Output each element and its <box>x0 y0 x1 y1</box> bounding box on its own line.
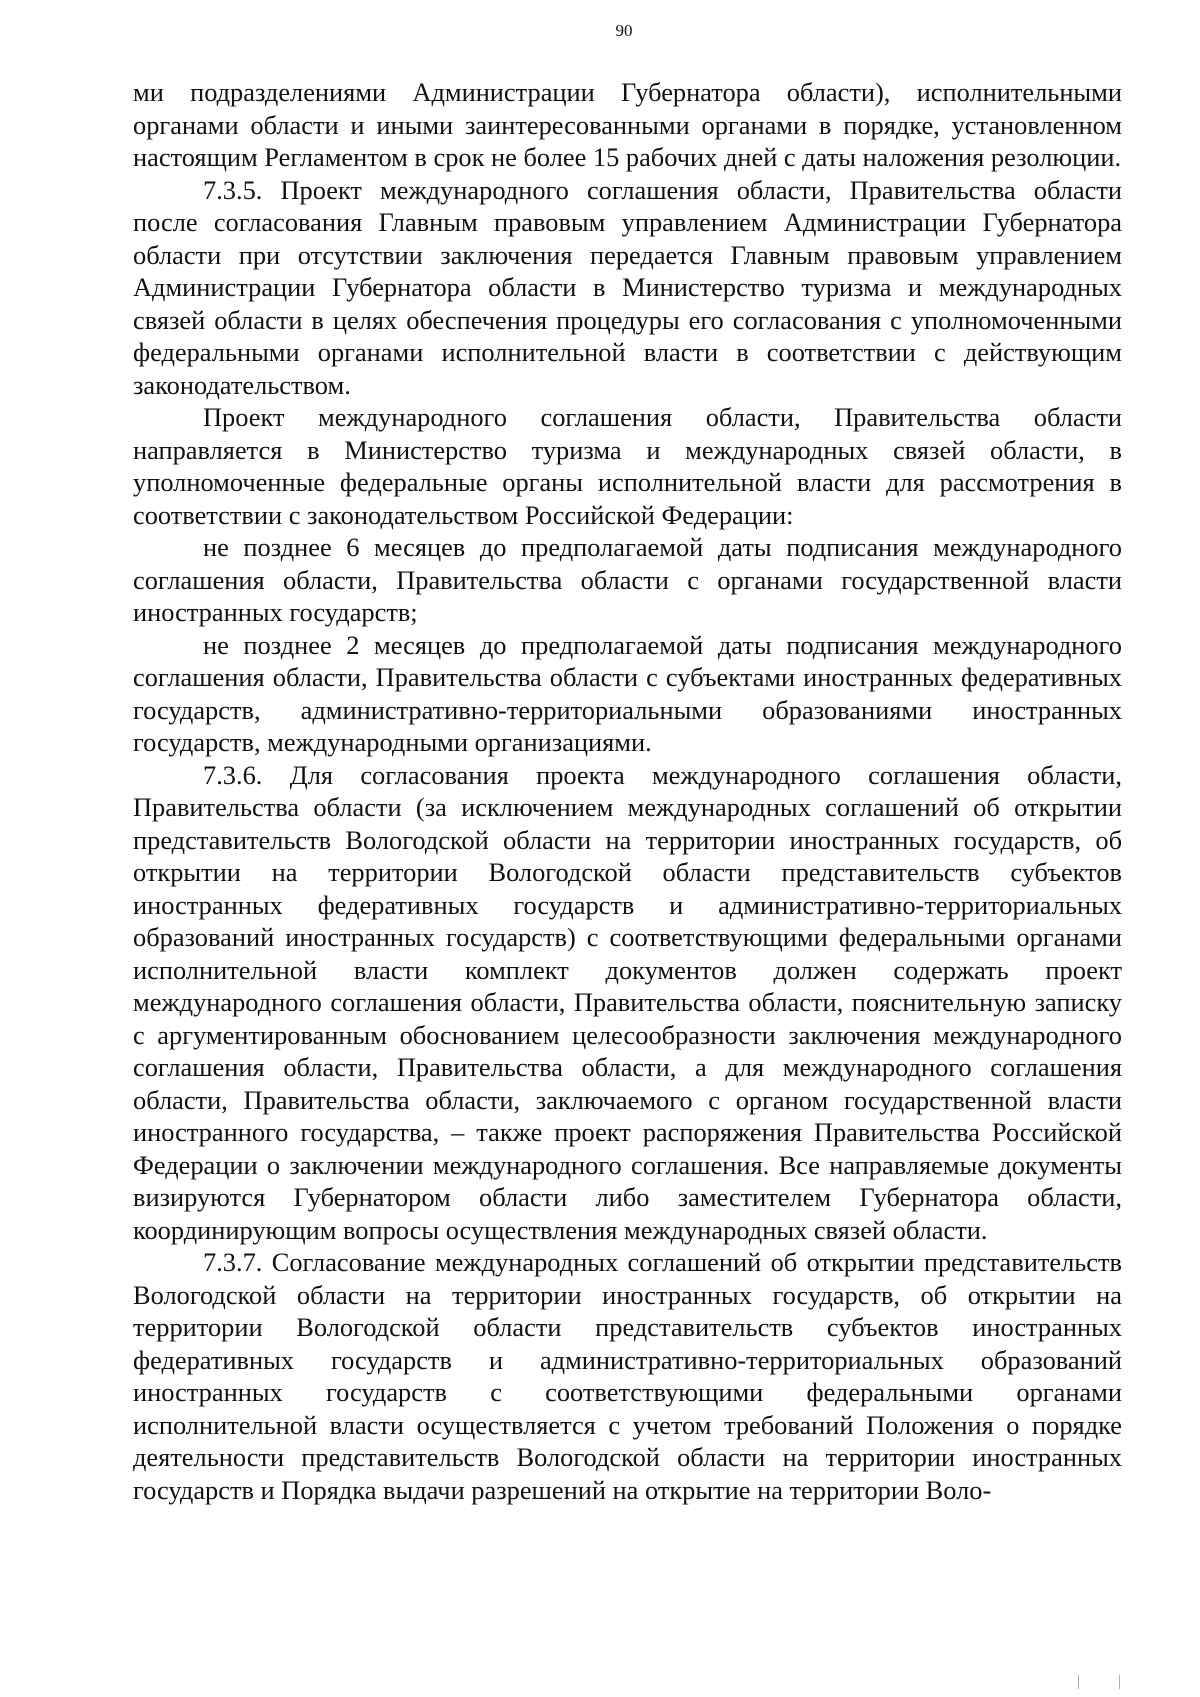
scan-edge-mark <box>1078 1675 1120 1689</box>
paragraph-draft-sent: Проект международного соглашения области, Правительства области направляется в Министерство туризма и международных связей области, в уполномоченные федеральные органы исполнительной власти для рассмотрения в соответствии с законодательством Российской Федерации: <box>133 402 1122 530</box>
document-body <box>133 76 1122 1506</box>
paragraph-deadline-2-months: не позднее 2 месяцев до предполагаемой даты подписания международного соглашения области, Правительства области с субъектами иностранных федеративных государств, административно-территориальными образованиями иностранных государств, международными организациями. <box>133 629 1122 757</box>
paragraph-deadline-6-months: не позднее 6 месяцев до предполагаемой даты подписания международного соглашения области, Правительства области с органами государственной власти иностранных государств; <box>133 532 1122 627</box>
paragraph-7-3-6: 7.3.6. Для согласования проекта международного соглашения области, Правительства области (за исключением международных соглашений об открытии представительств Вологодской области на территории иностранных государств, об открытии на территории Вологодской области представительств субъектов иностранных федеративных государств и административно-территориальных образований иностранных государств) с соответствующими федеральными органами исполнительной власти комплект документов должен содержать проект международного соглашения области, Правительства области, пояснительную записку с аргументированным обоснованием целесообразности заключения международного соглашения области, Правительства области, а для международного соглашения области, Правительства области, заключаемого с органом государственной власти иностранного государства, – также проект распоряжения Правительства Российской Федерации о заключении международного соглашения. Все направляемые документы визируются Губернатором области либо заместителем Губернатора области, координирующим вопросы осуществления международных связей области. <box>133 759 1122 1245</box>
paragraph-7-3-7: 7.3.7. Согласование международных соглашений об открытии представительств Вологодской области на территории иностранных государств, об открытии на территории Вологодской области представительств субъектов иностранных федеративных государств и административно-территориальных образований иностранных государств с соответствующими федеральными органами исполнительной власти осуществляется с учетом требований Положения о порядке деятельности представительств Вологодской области на территории иностранных государств и Порядка выдачи разрешений на открытие на территории Воло- <box>133 1247 1122 1505</box>
paragraph-continuation: ми подразделениями Администрации Губернатора области), исполнительными органами области и иными заинтересованными органами в порядке, установленном настоящим Регламентом в срок не более 15 рабочих дней с даты наложения резолюции. <box>133 77 1122 172</box>
page-number: 90 <box>615 21 633 40</box>
paragraph-7-3-5: 7.3.5. Проект международного соглашения области, Правительства области после согласования Главным правовым управлением Администрации Губернатора области при отсутствии заключения передается Главным правовым управлением Администрации Губернатора области в Министерство туризма и международных связей области в целях обеспечения процедуры его согласования с уполномоченными федеральными органами исполнительной власти в соответствии с действующим законодательством. <box>133 174 1122 400</box>
